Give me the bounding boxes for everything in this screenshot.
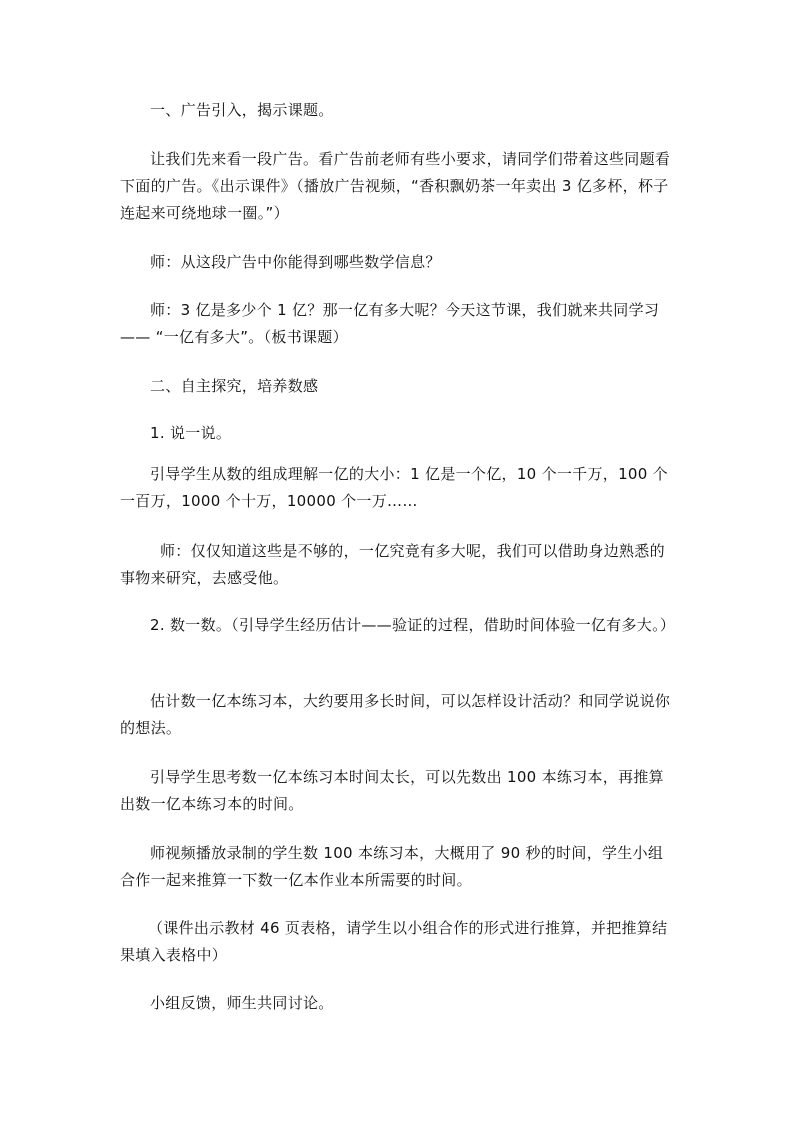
paragraph-composition: 引导学生从数的组成理解一亿的大小：1 亿是一个亿，10 个一千万，100 个一百万，1000 个十万，10000 个一万…… xyxy=(120,465,668,510)
paragraph-reasoning: 引导学生思考数一亿本练习本时间太长，可以先数出 100 本练习本，再推算出数一亿本练习本的时间。 xyxy=(120,768,664,813)
subheading-say: 1. 说一说。 xyxy=(150,424,232,442)
section-heading-1: 一、广告引入，揭示课题。 xyxy=(150,101,334,119)
paragraph-lesson-topic: 师：3 亿是多少个 1 亿？那一亿有多大呢？今天这节课，我们就来共同学习—— “一亿有多大”。（板书课题） xyxy=(120,301,660,346)
paragraph-ad-intro: 让我们先来看一段广告。看广告前老师有些小要求，请同学们带着这些同题看下面的广告。《出示课件》（播放广告视频，“香积飘奶茶一年卖出 3 亿多杯，杯子连起来可绕地球一圈。”） xyxy=(120,150,671,222)
paragraph-estimate: 估计数一亿本练习本，大约要用多长时间，可以怎样设计活动？和同学说说你的想法。 xyxy=(120,692,671,737)
subheading-count: 2. 数一数。（引导学生经历估计——验证的过程，借助时间体验一亿有多大。） xyxy=(150,616,676,634)
paragraph-feedback: 小组反馈，师生共同讨论。 xyxy=(150,994,334,1012)
paragraph-teacher-explore: 师：仅仅知道这些是不够的，一亿究竟有多大呢，我们可以借助身边熟悉的事物来研究，去感受他。 xyxy=(120,542,665,587)
paragraph-table-task: （课件出示教材 46 页表格，请学生以小组合作的形式进行推算，并把推算结果填入表格中） xyxy=(120,919,668,964)
paragraph-teacher-question: 师：从这段广告中你能得到哪些数学信息？ xyxy=(150,253,441,271)
section-heading-2: 二、自主探究，培养数感 xyxy=(150,377,319,395)
paragraph-video: 师视频播放录制的学生数 100 本练习本，大概用了 90 秒的时间，学生小组合作一起来推算一下数一亿本作业本所需要的时间。 xyxy=(120,844,664,889)
